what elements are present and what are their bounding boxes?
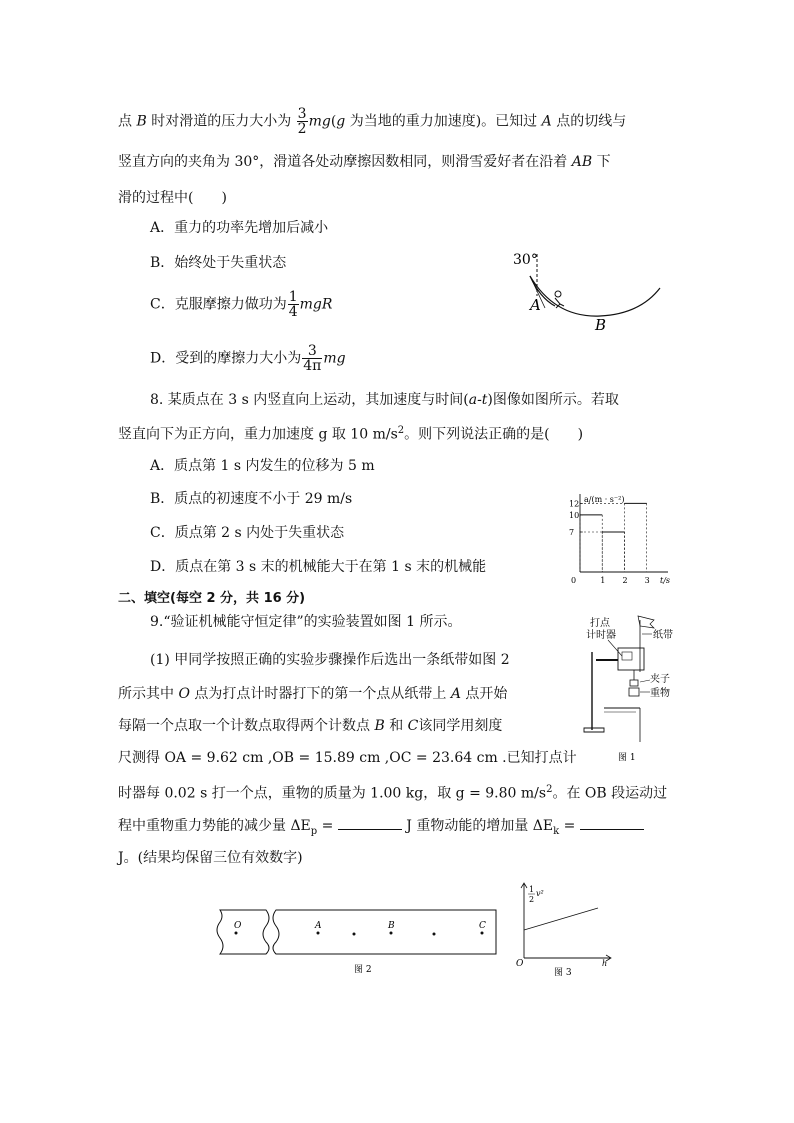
q9-p7: J。(结果均保留三位有效数字) [118, 850, 303, 866]
x-axis-label: t/s [660, 576, 671, 585]
tape-point-c-label: C [479, 921, 486, 931]
q8-option-d[interactable]: D．质点在第 3 s 末的机械能大于在第 1 s 末的机械能 [150, 559, 487, 575]
point-a-label: A [530, 296, 541, 314]
x-tick-label: 3 [644, 576, 650, 585]
q9-p2: 所示其中 O 点为打点计时器打下的第一个点从纸带上 A 点开始 [118, 686, 508, 702]
paper-tape-figure [214, 908, 504, 978]
tape-point-b-label: B [388, 921, 395, 931]
q7-option-b[interactable]: B．始终处于失重状态 [150, 255, 287, 271]
x-tick-label: 1 [600, 576, 606, 585]
x-tick-label: 2 [622, 576, 628, 585]
y-tick-label: 7 [569, 528, 575, 537]
apparatus-figure [578, 612, 678, 767]
tape-point-o [235, 932, 238, 935]
q7-option-d[interactable]: D．受到的摩擦力大小为 $\frac{3}{4\pi}$ mg [150, 343, 346, 374]
q9-p4: 尺测得 OA = 9.62 cm ,OB = 15.89 cm ,OC = 23.64 cm .已知打点计 [118, 750, 577, 766]
tape-point-mid2 [433, 933, 436, 936]
q9-p5: 时器每 0.02 s 打一个点，重物的质量为 1.00 kg，取 g = 9.80 $m/s^2$。在 OB 段运动过 [118, 784, 668, 802]
v2-h-graph [510, 880, 620, 980]
svg-text:重物: 重物 [650, 688, 670, 699]
graph-line [524, 908, 598, 930]
svg-text:图 2: 图 2 [354, 965, 372, 975]
q7-option-a[interactable]: A．重力的功率先增加后减小 [150, 220, 329, 236]
tape-point-mid1 [353, 933, 356, 936]
fraction-3-2: $\frac{3}{2}$ [297, 106, 307, 137]
point-b-label: B [595, 316, 607, 334]
q8-option-a[interactable]: A．质点第 1 s 内发生的位移为 5 m [150, 458, 375, 474]
blank-kinetic-energy[interactable] [580, 815, 644, 830]
svg-text:2: 2 [529, 895, 535, 904]
q7-line3: 滑的过程中( ) [118, 190, 227, 206]
svg-text:计时器: 计时器 [586, 630, 616, 641]
y-tick-label: 12 [569, 499, 580, 509]
svg-text:图 1: 图 1 [618, 753, 636, 763]
svg-text:v²: v² [536, 889, 544, 898]
svg-text:O: O [516, 959, 524, 969]
q8-line2: 竖直向下为正方向，重力加速度 g 取 10 $m/s^2$。则下列说法正确的是( ) [118, 425, 584, 443]
tape-point-a-label: A [315, 921, 322, 931]
q7-line1: 点 B 时对滑道的压力大小为 $\frac{3}{2}$ mg(g 为当地的重力加速度)。已知过 A 点的切线与 [118, 106, 627, 137]
origin-label: 0 [571, 576, 577, 585]
section-title: 二、填空(每空 2 分，共 16 分) [118, 591, 306, 606]
tape-point-a [317, 932, 320, 935]
ski-slope-figure [500, 248, 670, 338]
q9-p1: (1) 甲同学按照正确的实验步骤操作后选出一条纸带如图 2 [150, 652, 510, 668]
svg-text:h: h [602, 959, 608, 968]
q8-option-b[interactable]: B．质点的初速度不小于 29 m/s [150, 491, 353, 507]
tape-point-c [481, 932, 484, 935]
svg-text:纸带: 纸带 [653, 630, 673, 641]
angle-label: 30° [513, 252, 538, 268]
y-tick-label: 10 [569, 510, 580, 520]
tape-point-o-label: O [234, 921, 242, 931]
q9-p3: 每隔一个点取一个计数点取得两个计数点 B 和 C该同学用刻度 [118, 718, 503, 734]
acceleration-time-chart [568, 490, 678, 585]
svg-text:打点: 打点 [590, 618, 610, 629]
svg-text:图 3: 图 3 [554, 968, 572, 978]
blank-potential-energy[interactable] [338, 815, 402, 830]
q7-option-c[interactable]: C．克服摩擦力做功为 $\frac{1}{4}$ mgR [150, 289, 333, 320]
svg-text:1: 1 [529, 885, 535, 894]
svg-text:夹子: 夹子 [650, 674, 670, 685]
q9-line1: 9.“验证机械能守恒定律”的实验装置如图 1 所示。 [150, 614, 462, 630]
q9-p6: 程中重物重力势能的减少量 $\Delta E_p = J$ 重物动能的增加量 $\Delta E_k$ = [118, 815, 644, 842]
y-axis-label: a/(m · s⁻²) [584, 495, 625, 504]
q8-option-c[interactable]: C．质点第 2 s 内处于失重状态 [150, 525, 345, 541]
tape-point-b [390, 932, 393, 935]
q8-line1: 8. 某质点在 3 s 内竖直向上运动，其加速度与时间(a-t)图像如图所示。若取 [150, 392, 619, 408]
q7-line2: 竖直方向的夹角为 30°，滑道各处动摩擦因数相同，则滑雪爱好者在沿着 AB 下 [118, 154, 611, 170]
